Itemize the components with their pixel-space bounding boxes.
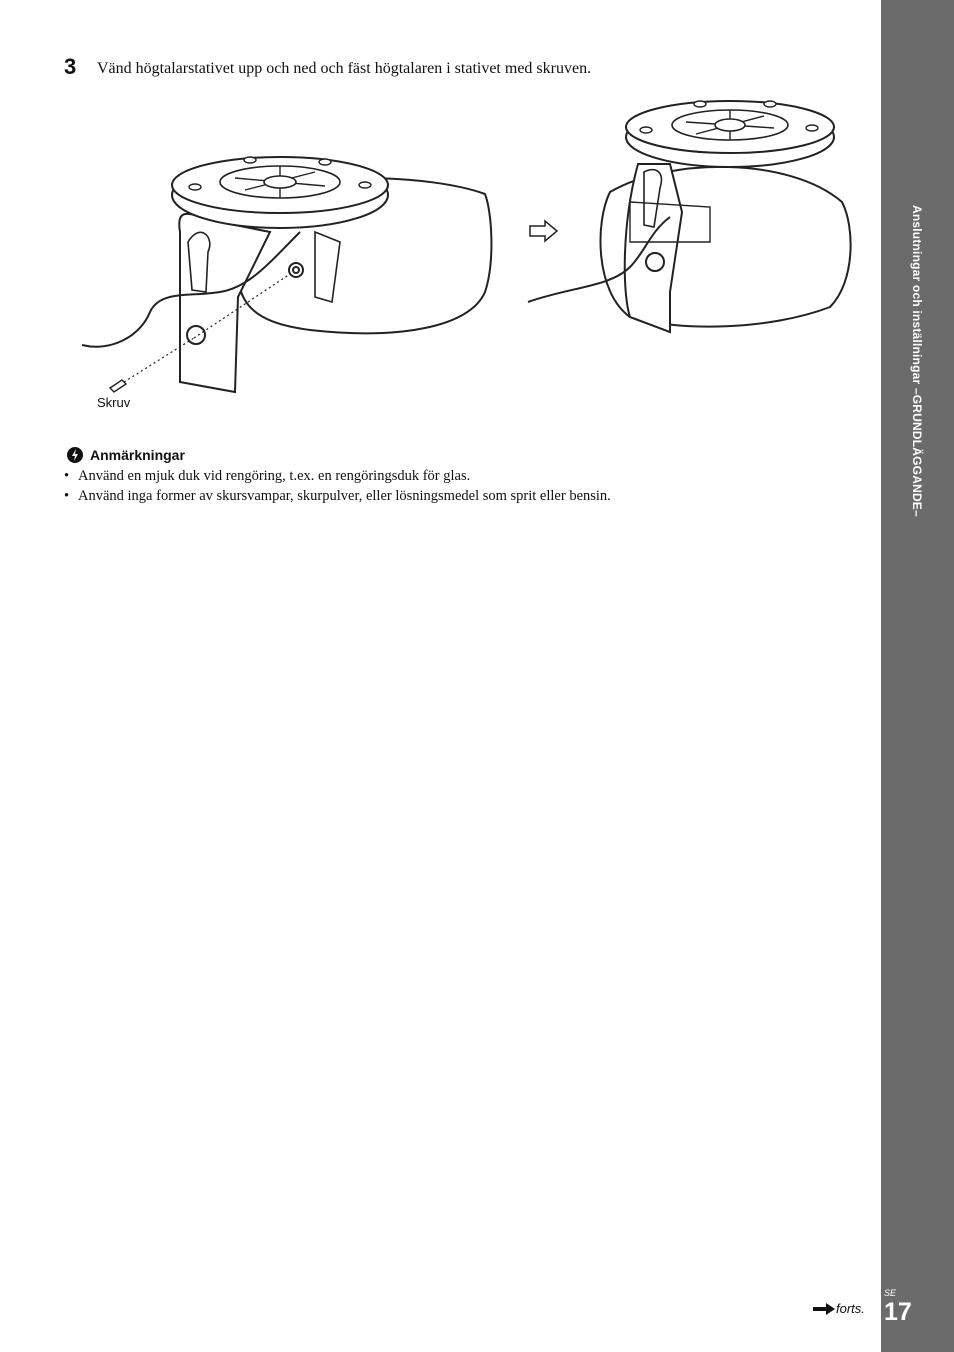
notes-list xyxy=(64,466,611,506)
section-side-label: Anslutningar och inställningar –GRUNDLÄGGANDE– xyxy=(910,205,924,517)
screw-label: Skruv xyxy=(97,395,131,410)
note-text: Använd en mjuk duk vid rengöring, t.ex. en rengöringsduk för glas. xyxy=(78,468,471,484)
arrow-right-icon xyxy=(813,1303,835,1315)
page-region-code: SE xyxy=(884,1288,897,1298)
side-tab xyxy=(881,0,954,1352)
note-icon xyxy=(66,446,84,464)
step-instruction: Vänd högtalarstativet upp och ned och fäst högtalaren i stativet med skruven. xyxy=(97,60,592,77)
page-number: 17 xyxy=(884,1298,912,1326)
list-item xyxy=(64,466,611,486)
bullet: • xyxy=(64,488,70,504)
step-number: 3 xyxy=(64,54,77,79)
left-speaker-drawing xyxy=(82,157,491,392)
right-speaker-drawing xyxy=(528,101,851,332)
speaker-mount-illustration xyxy=(70,92,860,402)
continued-text: forts. xyxy=(836,1301,865,1316)
bullet: • xyxy=(64,468,70,484)
list-item xyxy=(64,486,611,506)
notes-title: Anmärkningar xyxy=(90,447,185,463)
notes-heading xyxy=(66,446,185,464)
note-text: Använd inga former av skursvampar, skurpulver, eller lösningsmedel som sprit eller bensin. xyxy=(78,488,611,504)
continued-indicator xyxy=(813,1301,865,1316)
transition-arrow-icon xyxy=(530,221,557,241)
